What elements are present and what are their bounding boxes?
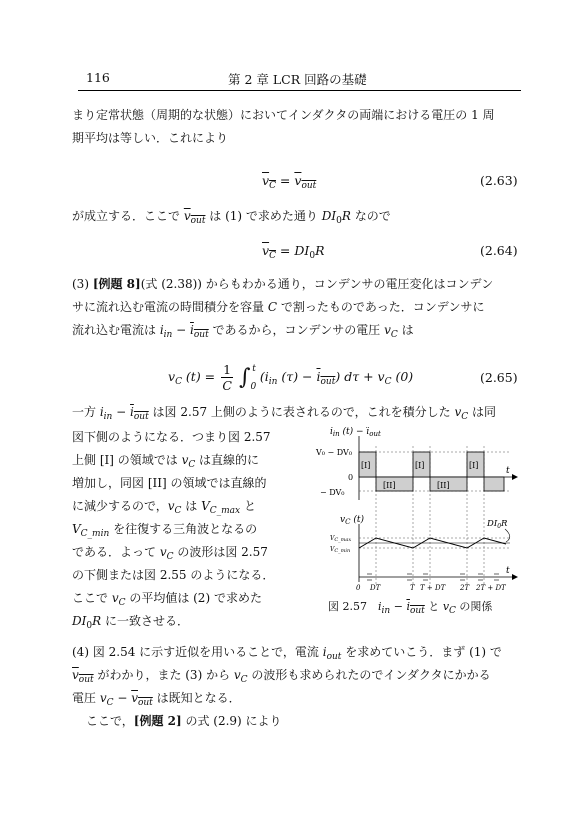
top-zero-label: 0 — [348, 473, 354, 482]
vcmin-label: VC_min — [330, 546, 351, 554]
equation-2-63: $v_C = v_{out}$ — [262, 173, 317, 191]
text-line: (3) [例題 8](式 (2.38)) からもわかる通り，コンデンサの電圧変化はコンデン — [72, 277, 494, 291]
region-I-label: [I] — [415, 461, 425, 470]
text-line: $v_{out}$ がわかり，また (3) から $v_C$ の波形も求められたのでインダクタにかかる — [72, 668, 491, 685]
header-rule — [78, 90, 521, 91]
svg-text:t: t — [506, 566, 510, 576]
equation-2-65: $v_C$ (t) = $\frac{1}{C}$ $\int_0^t$ ($i_{in}$ $(\tau) - i_{out}$) $d\tau + v_C$ (0) — [168, 362, 414, 393]
text-line: (4) 図 2.54 に示す近似を用いることで，電流 $i_{out}$ を求めていこう．まず (1) で — [72, 645, 502, 662]
text-line: 期平均は等しい．これにより — [72, 131, 229, 145]
text-line: ここで $v_C$ の平均値は (2) で求めた — [72, 591, 262, 608]
region-I-label: [I] — [361, 461, 371, 470]
text-line: 増加し，同図 [II] の領域では直線的 — [72, 476, 267, 490]
text-line: まり定常状態（周期的な状態）においてインダクタの両端における電圧の 1 周 — [72, 108, 495, 122]
figure-caption: 図 2.57 $i_{in} - i_{out}$ と $v_C$ の関係 — [328, 600, 493, 616]
x-tick-labels — [356, 584, 507, 592]
svg-text:2T: 2T — [460, 584, 470, 592]
svg-text:0: 0 — [356, 584, 361, 592]
text-line: 流れ込む電流は $i_{in} - i_{out}$ であるから，コンデンサの電圧 $v_C$ は — [72, 323, 414, 340]
bottom-ylabel: $v_C$ (t) — [340, 515, 364, 526]
svg-text:T: T — [410, 584, 415, 592]
region-II-label: [II] — [437, 481, 450, 490]
equation-number: (2.64) — [480, 243, 518, 258]
svg-text:T + DT: T + DT — [420, 584, 446, 592]
top-low-label: − DV₀ — [320, 488, 345, 497]
text-line: $DI_0R$ に一致させる． — [72, 614, 189, 631]
top-high-label: V₀ − DV₀ — [316, 448, 353, 457]
text-line: である．よって $v_C$ の波形は図 2.57 — [72, 545, 268, 562]
svg-text:t: t — [506, 466, 510, 476]
text-line: 図下側のようになる．つまり図 2.57 — [72, 430, 271, 444]
text-line: サに流れ込む電流の時間積分を容量 C で割ったものであった．コンデンサに — [72, 300, 485, 314]
equation-2-64: $v_C = DI_0R$ — [262, 243, 325, 261]
page-number: 116 — [86, 70, 110, 85]
dior-label: $DI_0R$ — [487, 519, 508, 530]
text-line: 一方 $i_{in} - i_{out}$ は図 2.57 上側のように表されるので，これを積分した $v_C$ は同 — [72, 405, 496, 422]
top-grid — [359, 446, 510, 585]
svg-text:DT: DT — [370, 584, 381, 592]
region-I-label: [I] — [469, 461, 479, 470]
text-line: に減少するので，$v_C$ は $V_{C\_max}$ と — [72, 499, 256, 516]
figure-2-57 — [300, 422, 522, 592]
text-line: $V_{C\_min}$ を往復する三角波となるの — [72, 522, 258, 539]
vcmax-label: VC_max — [330, 535, 352, 543]
text-line: の下側または図 2.55 のようになる． — [72, 568, 275, 582]
text-line: ここで，[例題 2] の式 (2.9) により — [86, 714, 282, 728]
text-line: が成立する．ここで $v_{out}$ は (1) で求めた通り $DI_0R$ なので — [72, 209, 391, 226]
equation-number: (2.65) — [480, 370, 518, 385]
chapter-title: 第 2 章 LCR 回路の基礎 — [228, 72, 367, 87]
text-line: 電圧 $v_C - v_{out}$ は既知となる． — [72, 691, 241, 708]
svg-text:2T + DT: 2T + DT — [476, 584, 506, 592]
top-ylabel: $i_{in}$ $(t) - i_{out}$ — [330, 427, 381, 438]
equation-number: (2.63) — [480, 173, 518, 188]
text-line: 上側 [I] の領域では $v_C$ は直線的に — [72, 453, 260, 470]
region-II-label: [II] — [383, 481, 396, 490]
